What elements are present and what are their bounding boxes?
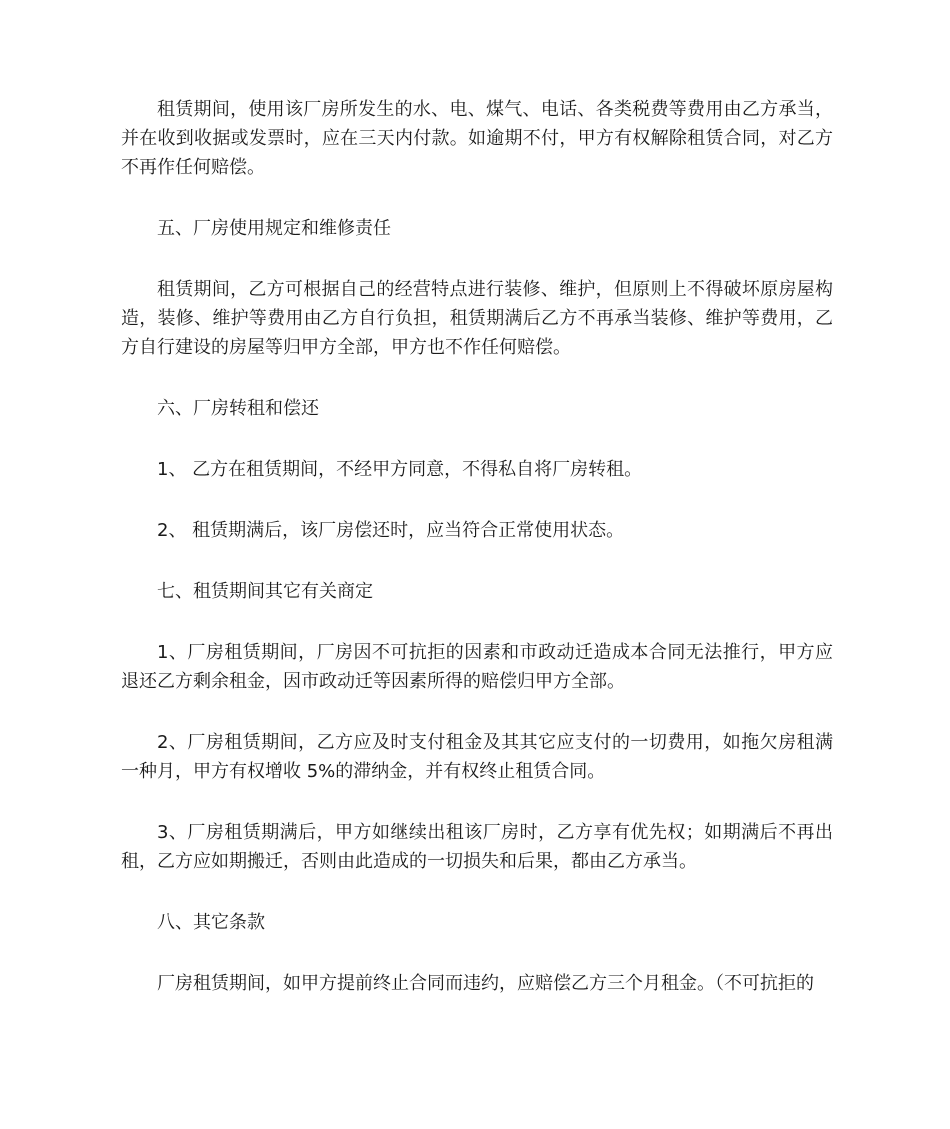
paragraph-agreement-item-2: 2、厂房租赁期间，乙方应及时支付租金及其其它应支付的一切费用，如拖欠房租满一种月，甲方有权增收 5%的滞纳金，并有权终止租赁合同。 [121,732,833,782]
paragraph-sublease-item-1: 1、 乙方在租赁期间，不经甲方同意，不得私自将厂房转租。 [157,459,643,480]
section-heading-5: 五、厂房使用规定和维修责任 [157,218,391,239]
paragraph-agreement-item-3: 3、厂房租赁期满后，甲方如继续出租该厂房时，乙方享有优先权；如期满后不再出租，乙方应如期搬迁，否则由此造成的一切损失和后果，都由乙方承当。 [121,822,833,872]
section-heading-6: 六、厂房转租和偿还 [157,398,319,419]
document-body [121,95,833,1030]
section-heading-7: 七、租赁期间其它有关商定 [157,581,373,602]
paragraph-sublease-item-2: 2、 租赁期满后，该厂房偿还时，应当符合正常使用状态。 [157,520,625,541]
paragraph-utilities-fees: 租赁期间，使用该厂房所发生的水、电、煤气、电话、各类税费等费用由乙方承当，并在收到收据或发票时，应在三天内付款。如逾期不付，甲方有权解除租赁合同，对乙方不再作任何赔偿。 [121,99,833,178]
paragraph-other-terms: 厂房租赁期间，如甲方提前终止合同而违约，应赔偿乙方三个月租金。（不可抗拒的 [157,973,814,994]
paragraph-renovation: 租赁期间，乙方可根据自己的经营特点进行装修、维护，但原则上不得破坏原房屋构造，装修、维护等费用由乙方自行负担，租赁期满后乙方不再承当装修、维护等费用，乙方自行建设的房屋等归甲方全部，甲方也不作任何赔偿。 [121,279,833,358]
section-heading-8: 八、其它条款 [157,912,265,933]
paragraph-agreement-item-1: 1、厂房租赁期间，厂房因不可抗拒的因素和市政动迁造成本合同无法推行，甲方应退还乙方剩余租金，因市政动迁等因素所得的赔偿归甲方全部。 [121,642,833,692]
